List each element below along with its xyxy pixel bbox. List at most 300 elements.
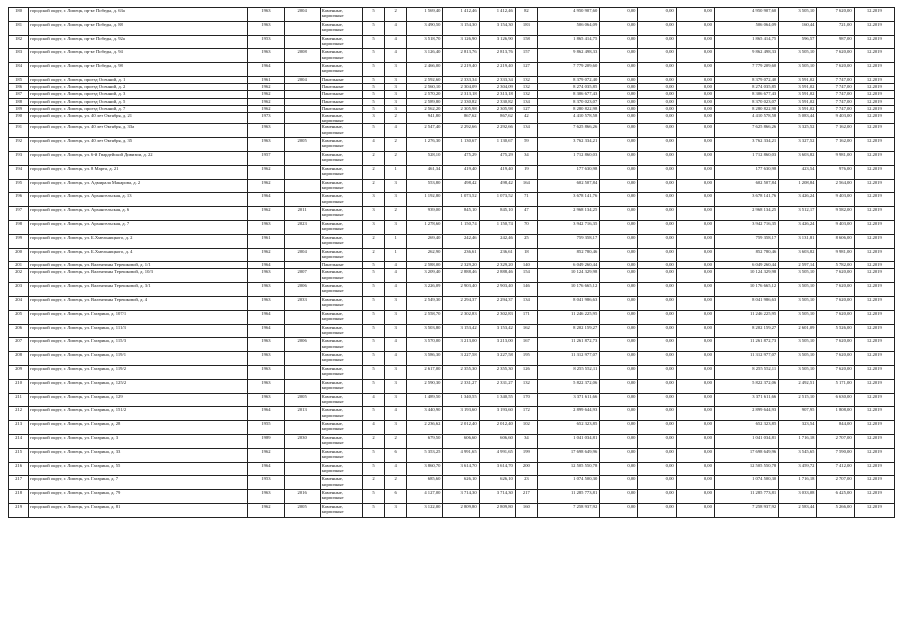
- fund-cost-cell: 0,00: [600, 35, 638, 49]
- row-number: 213: [9, 421, 29, 435]
- owners-cost-cell: 1 074 500,30: [714, 476, 778, 490]
- wall-material-cell: [320, 91, 362, 98]
- owners-cost-cell: 5 822 372,06: [714, 379, 778, 393]
- deadline-cell: 12.2019: [854, 407, 894, 421]
- fund-cost-cell: 0,00: [600, 262, 638, 269]
- fund-cost-cell: 0,00: [600, 421, 638, 435]
- residents-cell: 132: [515, 84, 537, 91]
- total-cost-cell: 7 625 866,26: [537, 124, 599, 138]
- wall-material-text: Каменные, кирпичные: [321, 297, 344, 308]
- premises-area-cell: 606,60: [443, 435, 479, 449]
- wall-material-cell: [320, 435, 362, 449]
- total-area-cell: 3 503,80: [407, 324, 443, 338]
- owners-cost-cell: 8 274 035,85: [714, 84, 778, 91]
- premises-area-cell: 498,42: [443, 179, 479, 193]
- wall-material-cell: [320, 112, 362, 123]
- wall-material-cell: [320, 297, 362, 311]
- total-area-cell: 1 276,30: [407, 138, 443, 152]
- fund-cost-cell: 0,00: [600, 112, 638, 123]
- residential-area-cell: 2 813,76: [479, 49, 515, 63]
- premises-area-cell: 3 227,58: [443, 352, 479, 366]
- table-row: [9, 269, 895, 283]
- fund-cost-cell: 0,00: [600, 21, 638, 35]
- address-cell: городской округ, г. Липецк, пр-кт Победы, д. 92а: [29, 35, 248, 49]
- entrances-cell: 4: [385, 262, 407, 269]
- total-area-cell: 553,80: [407, 179, 443, 193]
- other-cost-cell: 0,00: [676, 234, 714, 248]
- address-cell: городской округ, г. Липецк, проезд Осенний, д. 3: [29, 91, 248, 98]
- floors-cell: 5: [362, 21, 384, 35]
- wall-material-cell: [320, 379, 362, 393]
- fund-cost-cell: 0,00: [600, 269, 638, 283]
- owners-cost-cell: 7 625 866,26: [714, 124, 778, 138]
- entrances-cell: 1: [385, 165, 407, 179]
- build-year-cell: 1963: [248, 138, 284, 152]
- premises-area-cell: 3 193,60: [443, 407, 479, 421]
- repair-year-cell: 2005: [284, 504, 320, 518]
- table-row: [9, 338, 895, 352]
- address-cell: городской округ, г. Липецк, ул. Архангельская, д. 13: [29, 193, 248, 207]
- residential-area-cell: 1 340,55: [479, 393, 515, 407]
- total-area-cell: 1 569,40: [407, 8, 443, 22]
- table-row: [9, 234, 895, 248]
- residential-area-cell: 2 903,40: [479, 283, 515, 297]
- residents-cell: 217: [515, 490, 537, 504]
- other-cost-cell: 0,00: [676, 297, 714, 311]
- premises-area-cell: 1 130,67: [443, 138, 479, 152]
- row-number: 218: [9, 490, 29, 504]
- floors-cell: 2: [362, 165, 384, 179]
- table-row: [9, 379, 895, 393]
- residential-area-cell: 2 313,18: [479, 91, 515, 98]
- address-cell: городской округ, г. Липецк, ул. Б.Хмельницкого, д. 2: [29, 234, 248, 248]
- owners-cost-cell: 8 379 072,40: [714, 76, 778, 83]
- deadline-cell: 12.2019: [854, 165, 894, 179]
- unit-cost-cell: 2 492,51: [779, 379, 817, 393]
- build-year-cell: 1962: [248, 91, 284, 98]
- address-cell: городской округ, г. Липецк, ул. 40 лет Октября, д. 21: [29, 112, 248, 123]
- entrances-cell: 1: [385, 234, 407, 248]
- owners-cost-cell: 10 124 329,98: [714, 269, 778, 283]
- row-number: 185: [9, 76, 29, 83]
- residents-cell: 70: [515, 220, 537, 234]
- budget-cost-cell: 0,00: [638, 462, 676, 476]
- premises-area-cell: 475,29: [443, 151, 479, 165]
- premises-area-cell: 4 991,65: [443, 448, 479, 462]
- premises-area-cell: 2 294,37: [443, 297, 479, 311]
- residents-cell: 157: [515, 49, 537, 63]
- floors-cell: 5: [362, 366, 384, 380]
- max-cost-cell: 7 620,00: [817, 63, 854, 77]
- wall-material-text: Каменные, кирпичные: [321, 207, 344, 218]
- residents-cell: 167: [515, 338, 537, 352]
- unit-cost-cell: 1 208,84: [779, 179, 817, 193]
- row-number: 212: [9, 407, 29, 421]
- residents-cell: 132: [515, 76, 537, 83]
- budget-cost-cell: 0,00: [638, 476, 676, 490]
- other-cost-cell: 0,00: [676, 248, 714, 262]
- build-year-cell: 1961: [248, 234, 284, 248]
- build-year-cell: 1961: [248, 76, 284, 83]
- wall-material-text: Каменные, кирпичные: [321, 462, 344, 473]
- max-cost-cell: 2 707,00: [817, 476, 854, 490]
- other-cost-cell: 0,00: [676, 138, 714, 152]
- residents-cell: 127: [515, 105, 537, 112]
- floors-cell: 5: [362, 379, 384, 393]
- residential-area-cell: 2 302,83: [479, 310, 515, 324]
- total-area-cell: 3 586,30: [407, 352, 443, 366]
- residential-area-cell: 419,40: [479, 165, 515, 179]
- table-row: [9, 448, 895, 462]
- table-row: [9, 283, 895, 297]
- residents-cell: 199: [515, 448, 537, 462]
- deadline-cell: 12.2019: [854, 220, 894, 234]
- row-number: 182: [9, 35, 29, 49]
- max-cost-cell: 7 620,00: [817, 310, 854, 324]
- owners-cost-cell: 177 630,98: [714, 165, 778, 179]
- total-cost-cell: 8 202 159,27: [537, 324, 599, 338]
- repair-year-cell: [284, 379, 320, 393]
- entrances-cell: 4: [385, 462, 407, 476]
- total-area-cell: 3 440,90: [407, 407, 443, 421]
- total-cost-cell: 8 041 986,63: [537, 297, 599, 311]
- wall-material-text: Панельные: [321, 84, 344, 90]
- build-year-cell: 1963: [248, 297, 284, 311]
- residents-cell: 19: [515, 165, 537, 179]
- budget-cost-cell: 0,00: [638, 324, 676, 338]
- table-row: [9, 49, 895, 63]
- budget-cost-cell: 0,00: [638, 366, 676, 380]
- max-cost-cell: 7 620,00: [817, 283, 854, 297]
- other-cost-cell: 0,00: [676, 352, 714, 366]
- other-cost-cell: 0,00: [676, 151, 714, 165]
- premises-area-cell: 2 329,20: [443, 262, 479, 269]
- fund-cost-cell: 0,00: [600, 366, 638, 380]
- deadline-cell: 12.2019: [854, 91, 894, 98]
- total-area-cell: 2 547,40: [407, 124, 443, 138]
- address-cell: городской округ, г. Липецк, ул. 40 лет Октября, д. 35: [29, 138, 248, 152]
- table-row: [9, 124, 895, 138]
- wall-material-cell: [320, 234, 362, 248]
- floors-cell: 5: [362, 35, 384, 49]
- total-cost-cell: 8 370 023,07: [537, 98, 599, 105]
- build-year-cell: 1963: [248, 366, 284, 380]
- unit-cost-cell: 3 603,82: [779, 248, 817, 262]
- unit-cost-cell: 3 459,72: [779, 462, 817, 476]
- deadline-cell: 12.2019: [854, 379, 894, 393]
- build-year-cell: 1964: [248, 63, 284, 77]
- repair-year-cell: [284, 262, 320, 269]
- entrances-cell: 3: [385, 179, 407, 193]
- max-cost-cell: 7 162,00: [817, 124, 854, 138]
- residential-area-cell: 475,29: [479, 151, 515, 165]
- owners-cost-cell: 8 280 822,98: [714, 105, 778, 112]
- wall-material-text: Каменные, кирпичные: [321, 338, 344, 349]
- budget-cost-cell: 0,00: [638, 207, 676, 221]
- max-cost-cell: 8 606,00: [817, 234, 854, 248]
- max-cost-cell: 9 403,00: [817, 220, 854, 234]
- table-row: [9, 35, 895, 49]
- row-number: 198: [9, 220, 29, 234]
- floors-cell: 3: [362, 207, 384, 221]
- fund-cost-cell: 0,00: [600, 76, 638, 83]
- floors-cell: 5: [362, 84, 384, 91]
- wall-material-text: Панельные: [321, 105, 344, 111]
- floors-cell: 5: [362, 448, 384, 462]
- entrances-cell: 4: [385, 407, 407, 421]
- unit-cost-cell: 2 515,10: [779, 393, 817, 407]
- table-row: [9, 393, 895, 407]
- fund-cost-cell: 0,00: [600, 310, 638, 324]
- floors-cell: 2: [362, 234, 384, 248]
- build-year-cell: 1964: [248, 462, 284, 476]
- deadline-cell: 12.2019: [854, 448, 894, 462]
- deadline-cell: 12.2019: [854, 105, 894, 112]
- total-cost-cell: 2 968 134,25: [537, 207, 599, 221]
- table-row: [9, 421, 895, 435]
- address-cell: городской округ, г. Липецк, ул. Б.Хмельницкого, д. 4: [29, 248, 248, 262]
- budget-cost-cell: 0,00: [638, 490, 676, 504]
- total-cost-cell: 5 822 372,06: [537, 379, 599, 393]
- wall-material-text: Каменные, кирпичные: [321, 220, 344, 232]
- max-cost-cell: 5 171,00: [817, 379, 854, 393]
- max-cost-cell: 5 266,00: [817, 504, 854, 518]
- row-number: 214: [9, 435, 29, 449]
- premises-area-cell: 2 355,30: [443, 366, 479, 380]
- owners-cost-cell: 8 041 986,63: [714, 297, 778, 311]
- address-cell: городской округ, г. Липецк, ул. Архангельская, д. 6: [29, 207, 248, 221]
- residents-cell: 25: [515, 234, 537, 248]
- table-row: [9, 366, 895, 380]
- budget-cost-cell: 0,00: [638, 84, 676, 91]
- total-cost-cell: 3 942 716,35: [537, 220, 599, 234]
- other-cost-cell: 0,00: [676, 124, 714, 138]
- premises-area-cell: 2 219,40: [443, 63, 479, 77]
- wall-material-text: Каменные, кирпичные: [321, 234, 344, 245]
- address-cell: городской округ, г. Липецк, ул. 40 лет Октября, д. 33а: [29, 124, 248, 138]
- deadline-cell: 12.2019: [854, 421, 894, 435]
- unit-cost-cell: 323,54: [779, 421, 817, 435]
- premises-area-cell: 2 330,82: [443, 98, 479, 105]
- total-cost-cell: 8 306 677,43: [537, 91, 599, 98]
- max-cost-cell: 7 747,00: [817, 91, 854, 98]
- unit-cost-cell: 3 505,10: [779, 352, 817, 366]
- row-number: 201: [9, 262, 29, 269]
- build-year-cell: 1957: [248, 151, 284, 165]
- deadline-cell: 12.2019: [854, 490, 894, 504]
- max-cost-cell: 2 564,00: [817, 179, 854, 193]
- owners-cost-cell: 3 371 611,66: [714, 393, 778, 407]
- floors-cell: 5: [362, 91, 384, 98]
- total-area-cell: 939,00: [407, 207, 443, 221]
- wall-material-text: Каменные, кирпичные: [321, 165, 344, 176]
- unit-cost-cell: 3 505,10: [779, 366, 817, 380]
- total-cost-cell: 1 712 860,03: [537, 151, 599, 165]
- unit-cost-cell: 3 505,10: [779, 310, 817, 324]
- entrances-cell: 3: [385, 297, 407, 311]
- wall-material-cell: [320, 490, 362, 504]
- wall-material-text: Каменные, кирпичные: [321, 504, 344, 515]
- entrances-cell: 3: [385, 63, 407, 77]
- wall-material-cell: [320, 352, 362, 366]
- table-row: [9, 98, 895, 105]
- fund-cost-cell: 0,00: [600, 193, 638, 207]
- address-cell: городской округ, г. Липецк, ул. Гагарина, д. 129: [29, 393, 248, 407]
- wall-material-cell: [320, 105, 362, 112]
- floors-cell: 5: [362, 8, 384, 22]
- residential-area-cell: 1 150,74: [479, 220, 515, 234]
- wall-material-cell: [320, 448, 362, 462]
- row-number: 184: [9, 63, 29, 77]
- premises-area-cell: 2 012,40: [443, 421, 479, 435]
- premises-area-cell: 2 305,98: [443, 105, 479, 112]
- wall-material-text: Каменные, кирпичные: [321, 448, 344, 460]
- repair-year-cell: 2023: [284, 220, 320, 234]
- floors-cell: 3: [362, 220, 384, 234]
- max-cost-cell: 6 425,00: [817, 490, 854, 504]
- max-cost-cell: 987,00: [817, 35, 854, 49]
- repair-year-cell: 2016: [284, 490, 320, 504]
- build-year-cell: 1963: [248, 379, 284, 393]
- repair-year-cell: [284, 476, 320, 490]
- build-year-cell: 1963: [248, 393, 284, 407]
- residents-cell: 132: [515, 91, 537, 98]
- fund-cost-cell: 0,00: [600, 124, 638, 138]
- wall-material-text: Каменные, кирпичные: [321, 421, 344, 432]
- fund-cost-cell: 0,00: [600, 207, 638, 221]
- build-year-cell: 1963: [248, 352, 284, 366]
- premises-area-cell: 3 153,42: [443, 324, 479, 338]
- total-cost-cell: 3 678 141,76: [537, 193, 599, 207]
- wall-material-cell: [320, 421, 362, 435]
- unit-cost-cell: 2 597,14: [779, 262, 817, 269]
- wall-material-cell: [320, 21, 362, 35]
- fund-cost-cell: 0,00: [600, 407, 638, 421]
- max-cost-cell: 9 981,00: [817, 248, 854, 262]
- table-row: [9, 490, 895, 504]
- max-cost-cell: 1 808,00: [817, 407, 854, 421]
- deadline-cell: 12.2019: [854, 179, 894, 193]
- total-area-cell: 2 558,70: [407, 310, 443, 324]
- residential-area-cell: 3 614,70: [479, 462, 515, 476]
- total-area-cell: 528,10: [407, 151, 443, 165]
- address-cell: городской округ, г. Липецк, ул. Гагарина, д. 107/1: [29, 310, 248, 324]
- residential-area-cell: 1 130,67: [479, 138, 515, 152]
- unit-cost-cell: 3 426,24: [779, 193, 817, 207]
- row-number: 192: [9, 138, 29, 152]
- housing-register-table: [8, 7, 895, 518]
- wall-material-text: Панельные: [321, 98, 344, 104]
- budget-cost-cell: 0,00: [638, 112, 676, 123]
- repair-year-cell: 2004: [284, 76, 320, 83]
- residential-area-cell: 2 809,80: [479, 504, 515, 518]
- address-cell: городской округ, г. Липецк, ул. Гагарина, д. 28: [29, 421, 248, 435]
- residents-cell: 34: [515, 435, 537, 449]
- wall-material-cell: [320, 476, 362, 490]
- other-cost-cell: 0,00: [676, 407, 714, 421]
- fund-cost-cell: 0,00: [600, 393, 638, 407]
- owners-cost-cell: 11 285 773,81: [714, 490, 778, 504]
- address-cell: городской округ, г. Липецк, ул. Архангельская, д. 7: [29, 220, 248, 234]
- owners-cost-cell: 7 258 937,92: [714, 504, 778, 518]
- repair-year-cell: [284, 105, 320, 112]
- residents-cell: 34: [515, 151, 537, 165]
- residential-area-cell: 2 888,46: [479, 269, 515, 283]
- floors-cell: 5: [362, 105, 384, 112]
- total-area-cell: 2 592,60: [407, 76, 443, 83]
- fund-cost-cell: 0,00: [600, 63, 638, 77]
- deadline-cell: 12.2019: [854, 324, 894, 338]
- residents-cell: 158: [515, 35, 537, 49]
- repair-year-cell: [284, 448, 320, 462]
- entrances-cell: 4: [385, 283, 407, 297]
- table-row: [9, 165, 895, 179]
- deadline-cell: 12.2019: [854, 310, 894, 324]
- residents-cell: 162: [515, 324, 537, 338]
- wall-material-text: Панельные: [321, 262, 344, 268]
- address-cell: городской округ, г. Липецк, пр-кт Победы, д. 94: [29, 49, 248, 63]
- repair-year-cell: [284, 21, 320, 35]
- max-cost-cell: 7 747,00: [817, 76, 854, 83]
- owners-cost-cell: 6 049 260,44: [714, 262, 778, 269]
- entrances-cell: 2: [385, 435, 407, 449]
- row-number: 187: [9, 91, 29, 98]
- entrances-cell: 3: [385, 324, 407, 338]
- fund-cost-cell: 0,00: [600, 504, 638, 518]
- row-number: 183: [9, 49, 29, 63]
- wall-material-text: Каменные, кирпичные: [321, 49, 344, 60]
- residential-area-cell: 3 714,30: [479, 490, 515, 504]
- repair-year-cell: [284, 310, 320, 324]
- budget-cost-cell: 0,00: [638, 98, 676, 105]
- row-number: 181: [9, 21, 29, 35]
- owners-cost-cell: 3 762 334,21: [714, 138, 778, 152]
- total-area-cell: 3 518,70: [407, 35, 443, 49]
- residents-cell: 42: [515, 112, 537, 123]
- unit-cost-cell: 3 591,02: [779, 98, 817, 105]
- unit-cost-cell: 3 505,10: [779, 49, 817, 63]
- address-cell: городской округ, г. Липецк, пр-кт Победы, д. 88: [29, 21, 248, 35]
- row-number: 203: [9, 283, 29, 297]
- table-row: [9, 407, 895, 421]
- wall-material-text: Панельные: [321, 76, 344, 82]
- build-year-cell: 1962: [248, 105, 284, 112]
- premises-area-cell: 236,61: [443, 248, 479, 262]
- deadline-cell: 12.2019: [854, 63, 894, 77]
- fund-cost-cell: 0,00: [600, 379, 638, 393]
- owners-cost-cell: 759 358,17: [714, 234, 778, 248]
- floors-cell: 5: [362, 49, 384, 63]
- total-cost-cell: 17 698 649,96: [537, 448, 599, 462]
- total-cost-cell: 3 762 334,21: [537, 138, 599, 152]
- wall-material-text: Каменные, кирпичные: [321, 324, 344, 335]
- total-cost-cell: 10 124 329,98: [537, 269, 599, 283]
- build-year-cell: 1962: [248, 504, 284, 518]
- wall-material-cell: [320, 262, 362, 269]
- wall-material-text: Каменные, кирпичные: [321, 379, 344, 391]
- entrances-cell: 3: [385, 421, 407, 435]
- row-number: 206: [9, 324, 29, 338]
- deadline-cell: 12.2019: [854, 462, 894, 476]
- max-cost-cell: 976,00: [817, 165, 854, 179]
- total-cost-cell: 8 274 035,85: [537, 84, 599, 91]
- owners-cost-cell: 1 712 860,03: [714, 151, 778, 165]
- deadline-cell: 12.2019: [854, 76, 894, 83]
- wall-material-text: Каменные, кирпичные: [321, 8, 344, 19]
- row-number: 202: [9, 269, 29, 283]
- total-area-cell: 2 562,20: [407, 105, 443, 112]
- fund-cost-cell: 0,00: [600, 248, 638, 262]
